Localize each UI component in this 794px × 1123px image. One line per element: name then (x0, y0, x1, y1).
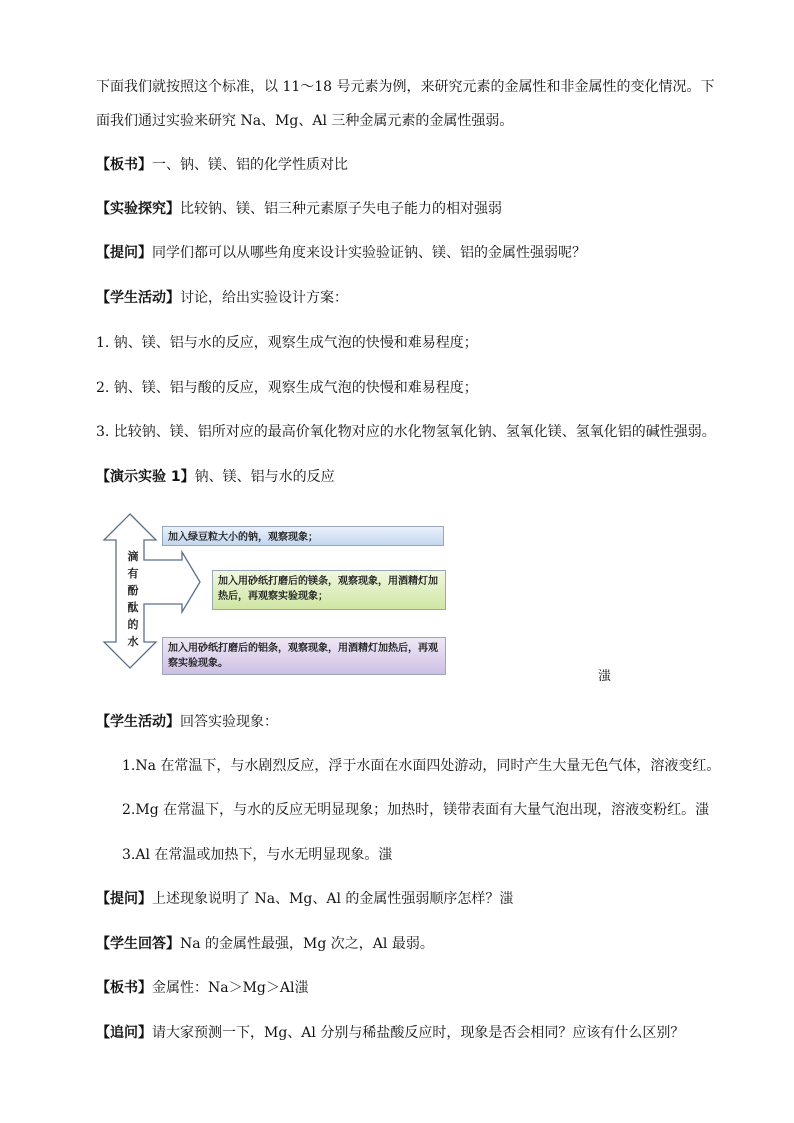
label-char: 酚 (127, 584, 139, 597)
board-text: 一、钠、镁、铝的化学性质对比 (152, 157, 348, 173)
label-char: 滴 (127, 550, 139, 563)
label-char: 有 (127, 567, 139, 580)
magnesium-step-box: 加入用砂纸打磨后的镁条，观察现象，用酒精灯加热后，再观察实验现象； (212, 570, 446, 610)
plan-item: 2. 钠、镁、铝与酸的反应，观察生成气泡的快慢和难易程度； (96, 380, 478, 396)
reply-tag: 【学生回答】 (96, 936, 180, 952)
board-tag: 【板书】 (96, 157, 152, 173)
explore-text: 比较钠、镁、铝三种元素原子失电子能力的相对强弱 (180, 201, 502, 217)
question-tag: 【提问】 (96, 891, 152, 907)
label-char: 的 (127, 618, 139, 631)
aluminum-step-box: 加入用砂纸打磨后的铝条，观察现象，用酒精灯加热后，再观察实验现象。 (162, 637, 446, 675)
activity-paragraph-1 (96, 288, 348, 308)
activity-tag: 【学生活动】 (96, 290, 180, 306)
plan-item: 1. 钠、镁、铝与水的反应，观察生成气泡的快慢和难易程度； (96, 335, 478, 351)
question-tag: 【提问】 (96, 245, 152, 261)
demo-text: 钠、镁、铝与水的反应 (194, 469, 335, 485)
intro-line-2: 面我们通过实验来研究 Na、Mg、Al 三种金属元素的金属性强弱。 (96, 113, 514, 129)
followup-text: 请大家预测一下，Mg、Al 分别与稀盐酸反应时，现象是否会相同？应该有什么区别？ (152, 1025, 685, 1041)
board-tag: 【板书】 (96, 980, 152, 996)
reply-text: Na 的金属性最强，Mg 次之，Al 最弱。 (180, 936, 434, 952)
question-text: 上述现象说明了 Na、Mg、Al 的金属性强弱顺序怎样？滍 (152, 891, 514, 907)
activity-paragraph-2 (96, 712, 278, 732)
answer-item: 1.Na 在常温下，与水剧烈反应，浮于水面在水面四处游动，同时产生大量无色气体，溶液变红。 (122, 758, 721, 774)
activity-text: 回答实验现象： (180, 714, 278, 730)
plan-item: 3. 比较钠、镁、铝所对应的最高价氧化物对应的水化物氢氧化钠、氢氧化镁、氢氧化铝的碱性强弱。 (96, 424, 716, 440)
intro-line-1: 下面我们就按照这个标准，以 11～18 号元素为例，来研究元素的金属性和非金属性的变化情况。下 (96, 79, 715, 95)
experiment-diagram (100, 512, 460, 672)
reply-paragraph (96, 934, 434, 954)
label-char: 酞 (127, 601, 139, 614)
question-text: 同学们都可以从哪些角度来设计实验验证钠、镁、铝的金属性强弱呢？ (152, 245, 586, 261)
answer-item: 3.Al 在常温或加热下，与水无明显现象。滍 (122, 847, 393, 863)
answer-item: 2.Mg 在常温下，与水的反应无明显现象；加热时，镁带表面有大量气泡出现，溶液变粉红。滍 (122, 802, 710, 818)
activity-text: 讨论，给出实验设计方案： (180, 290, 348, 306)
followup-tag: 【追问】 (96, 1025, 152, 1041)
stray-mark: 滍 (598, 669, 612, 684)
sodium-step-box: 加入绿豆粒大小的钠，观察现象； (162, 526, 444, 546)
question-paragraph-1 (96, 243, 586, 263)
board-paragraph-1 (96, 155, 348, 175)
demo-paragraph (96, 467, 335, 487)
board-text: 金属性：Na＞Mg＞Al滍 (152, 980, 309, 996)
question-paragraph-2 (96, 889, 513, 909)
explore-paragraph (96, 199, 502, 219)
vertical-label (122, 548, 144, 650)
label-char: 水 (127, 635, 139, 648)
explore-tag: 【实验探究】 (96, 201, 180, 217)
activity-tag: 【学生活动】 (96, 714, 180, 730)
board-paragraph-2 (96, 978, 308, 998)
followup-paragraph (96, 1023, 684, 1043)
demo-tag: 【演示实验 1】 (96, 469, 195, 485)
